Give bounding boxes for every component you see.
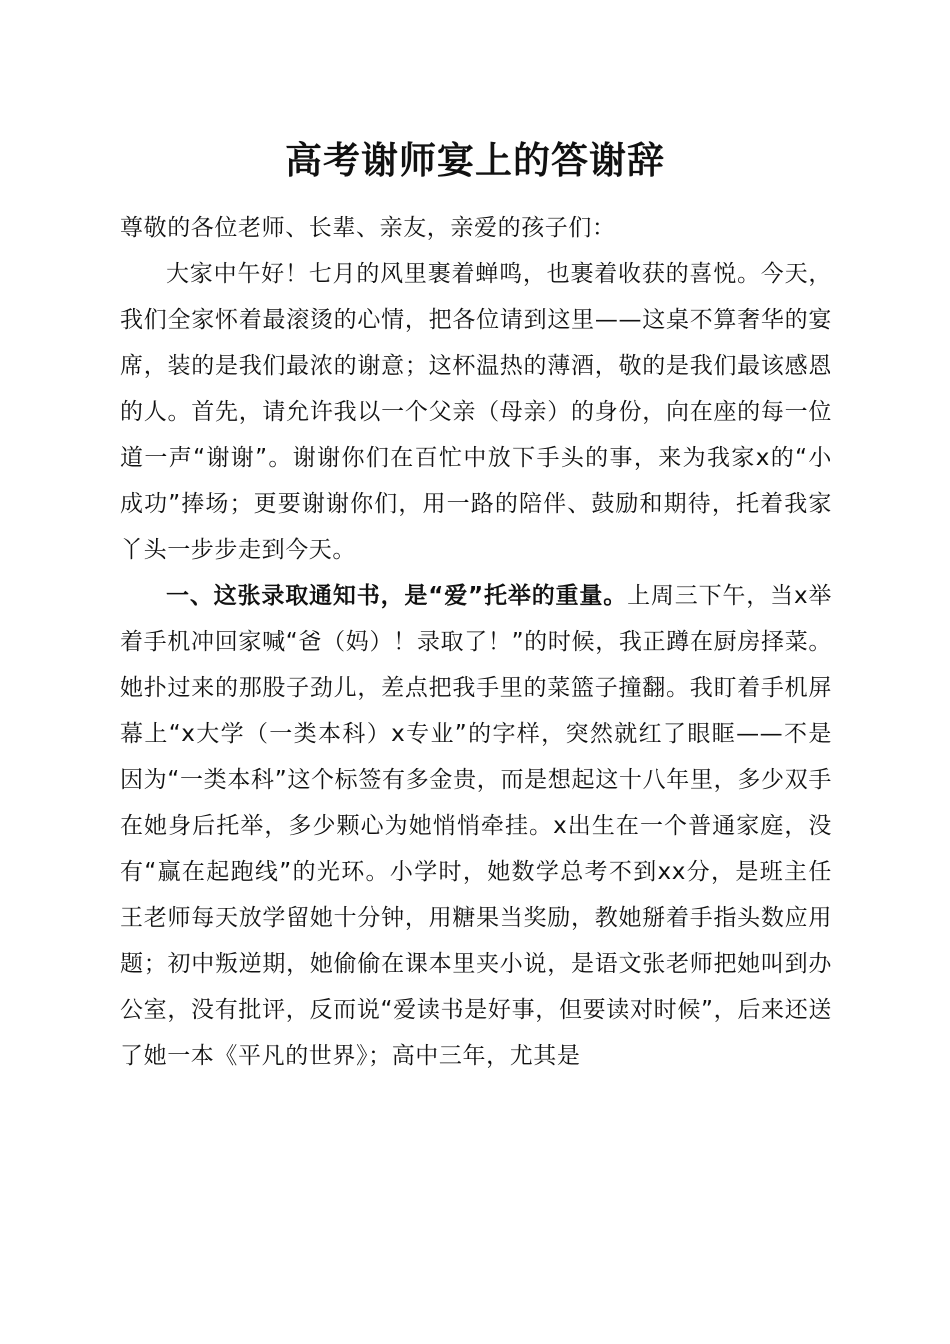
paragraph-section-1 (120, 573, 832, 1079)
section-text: 上周三下午，当x举着手机冲回家喊“爸（妈）！录取了！”的时候，我正蹲在厨房择菜。她扑过来的那股子劲儿，差点把我手里的菜篮子撞翻。我盯着手机屏幕上“x大学（一类本科）x专业”的字样，突然就红了眼眶——不是因为“一类本科”这个标签有多金贵，而是想起这十八年里，多少双手在她身后托举，多少颗心为她悄悄牵挂。x出生在一个普通家庭，没有“赢在起跑线”的光环。小学时，她数学总考不到xx分，是班主任王老师每天放学留她十分钟，用糖果当奖励，教她掰着手指头数应用题；初中叛逆期，她偷偷在课本里夹小说，是语文张老师把她叫到办公室，没有批评，反而说“爱读书是好事，但要读对时候”，后来还送了她一本《平凡的世界》；高中三年，尤其是 (120, 583, 833, 1069)
salutation: 尊敬的各位老师、长辈、亲友，亲爱的孩子们： (120, 215, 616, 241)
document-body (120, 205, 832, 1079)
paragraph-greeting: 大家中午好！七月的风里裹着蝉鸣，也裹着收获的喜悦。今天，我们全家怀着最滚烫的心情，把各位请到这里——这桌不算奢华的宴席，装的是我们最浓的谢意；这杯温热的薄酒，敬的是我们最该感恩的人。首先，请允许我以一个父亲（母亲）的身份，向在座的每一位道一声“谢谢”。谢谢你们在百忙中放下手头的事，来为我家x的“小成功”捧场；更要谢谢你们，用一路的陪伴、鼓励和期待，托着我家丫头一步步走到今天。 (120, 261, 832, 563)
section-heading: 一、这张录取通知书，是“爱”托举的重量。 (166, 583, 628, 609)
document-title: 高考谢师宴上的答谢辞 (285, 138, 665, 182)
